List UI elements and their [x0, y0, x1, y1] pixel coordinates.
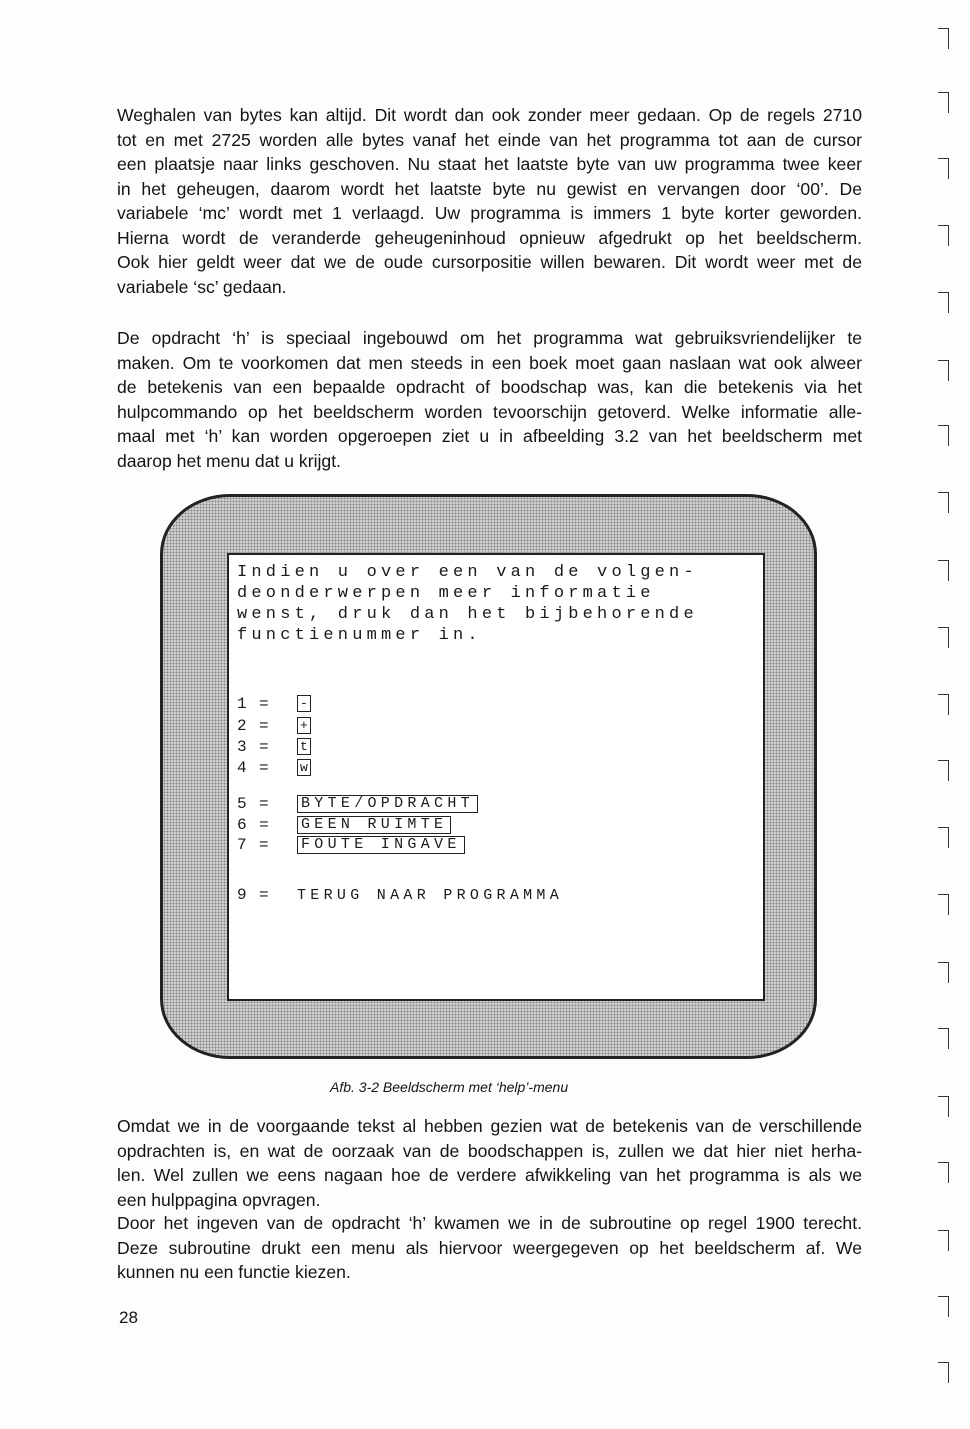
text-line: Ook hier geldt weer dat we de oude cursorpositie willen bewaren. Dit wordt weer met de: [117, 252, 862, 272]
text-line: variabele ‘mc’ wordt met 1 verlaagd. Uw programma is immers 1 byte korter geworden.: [117, 203, 862, 223]
screen-intro-line: Indien u over een van de volgen-: [237, 563, 698, 582]
paragraph-subroutine: [117, 1211, 862, 1285]
paragraph-removing-bytes: [117, 103, 862, 299]
menu-item-number: 4: [237, 759, 247, 777]
text-line: een hulppagina opvragen.: [117, 1189, 321, 1210]
margin-mark: [938, 292, 949, 313]
monitor-figure: [160, 494, 817, 1059]
screen-intro-line: functienummer in.: [237, 626, 482, 645]
page-number: 28: [119, 1308, 138, 1327]
margin-mark: [938, 1028, 949, 1049]
text-line: De opdracht ‘h’ is speciaal ingebouwd om het programma wat gebruiksvriendelijker te: [117, 328, 862, 348]
margin-mark: [938, 1362, 949, 1383]
menu-item-3: [237, 738, 311, 756]
paragraph-help-page: [117, 1114, 862, 1212]
menu-item-2: [237, 717, 311, 735]
menu-item-number: 1: [237, 695, 247, 713]
menu-item-equals: =: [259, 695, 269, 713]
monitor-screen: [227, 553, 765, 1001]
message-geen-ruimte-box: GEEN RUIMTE: [297, 816, 451, 834]
margin-mark: [938, 760, 949, 781]
margin-mark: [938, 28, 949, 49]
margin-mark: [938, 225, 949, 246]
text-line: Deze subroutine drukt een menu als hiervoor weergegeven op het beeldscherm af. We: [117, 1237, 862, 1258]
margin-mark: [938, 1296, 949, 1317]
menu-item-number: 6: [237, 816, 247, 835]
screen-intro-line: wenst, druk dan het bijbehorende: [237, 605, 698, 624]
margin-mark: [938, 425, 949, 446]
message-foute-ingave-box: FOUTE INGAVE: [297, 836, 465, 854]
menu-item-equals: =: [259, 717, 269, 735]
margin-mark: [938, 627, 949, 648]
menu-item-number: 3: [237, 738, 247, 756]
menu-item-1: [237, 695, 311, 713]
screen-intro-line: deonderwerpen meer informatie: [237, 584, 655, 603]
menu-item-equals: =: [259, 886, 269, 904]
menu-item-label: TERUG NAAR PROGRAMMA: [297, 887, 564, 904]
menu-item-equals: =: [259, 795, 269, 814]
figure-caption: Afb. 3-2 Beeldscherm met ‘help’-menu: [330, 1079, 569, 1095]
key-t-box: t: [297, 738, 311, 755]
key-plus-box: +: [297, 717, 311, 734]
menu-item-number: 5: [237, 795, 247, 814]
text-line: len. Wel zullen we eens nagaan hoe de verdere afwikkeling van het programma is als we: [117, 1165, 862, 1185]
text-line: Omdat we in de voorgaande tekst al hebben gezien wat de betekenis van de verschillende: [117, 1116, 862, 1136]
text-line: de betekenis van een bepaalde opdracht of boodschap was, kan die betekenis via het: [117, 377, 862, 397]
text-line: Weghalen van bytes kan altijd. Dit wordt dan ook zonder meer gedaan. Op de regels 2710: [117, 105, 862, 125]
key-minus-box: -: [297, 695, 311, 712]
text-line: variabele ‘sc’ gedaan.: [117, 276, 287, 297]
margin-mark: [938, 1230, 949, 1251]
text-line: kunnen nu een functie kiezen.: [117, 1262, 351, 1282]
text-line: Door het ingeven van de opdracht ‘h’ kwamen we in de subroutine op regel 1900 terecht.: [117, 1213, 862, 1233]
margin-mark: [938, 827, 949, 848]
text-line: opdrachten is, en wat de oorzaak van de boodschappen is, zullen we dat hier niet herha-: [117, 1140, 862, 1161]
margin-mark: [938, 492, 949, 513]
menu-item-6: [237, 816, 451, 834]
margin-mark: [938, 158, 949, 179]
menu-item-number: 7: [237, 836, 247, 855]
text-line: Hierna wordt de veranderde geheugeninhoud opnieuw afgedrukt op het beeldscherm.: [117, 227, 862, 248]
menu-item-equals: =: [259, 738, 269, 756]
text-line: hulpcommando op het beeldscherm worden tevoorschijn getoverd. Welke informatie alle-: [117, 401, 862, 422]
key-w-box: w: [297, 759, 311, 776]
margin-mark: [938, 894, 949, 915]
margin-mark: [938, 1162, 949, 1183]
menu-item-5: [237, 795, 478, 813]
menu-item-equals: =: [259, 816, 269, 835]
text-line: een plaatsje naar links geschoven. Nu staat het laatste byte van uw programma twee keer: [117, 154, 862, 174]
paragraph-help-command: [117, 326, 862, 473]
margin-mark: [938, 694, 949, 715]
text-line: in het geheugen, daarom wordt het laatste byte nu gewist en vervangen door ‘00’. De: [117, 178, 862, 199]
text-line: tot en met 2725 worden alle bytes vanaf het einde van het programma tot aan de cursor: [117, 129, 862, 150]
margin-mark: [938, 360, 949, 381]
text-line: maken. Om te voorkomen dat men steeds in een boek moet gaan naslaan wat ook alweer: [117, 352, 862, 373]
menu-item-9: [237, 886, 563, 904]
menu-item-equals: =: [259, 836, 269, 855]
menu-item-number: 9: [237, 886, 247, 904]
text-line: maal met ‘h’ kan worden opgeroepen ziet u in afbeelding 3.2 van het beeldscherm met: [117, 426, 862, 446]
menu-item-7: [237, 836, 465, 854]
message-byte-opdracht-box: BYTE/OPDRACHT: [297, 795, 478, 813]
margin-mark: [938, 962, 949, 983]
margin-mark: [938, 560, 949, 581]
margin-mark: [938, 1096, 949, 1117]
menu-item-4: [237, 759, 311, 777]
margin-mark: [938, 92, 949, 113]
menu-item-equals: =: [259, 759, 269, 777]
text-line: daarop het menu dat u krijgt.: [117, 450, 341, 471]
menu-item-number: 2: [237, 717, 247, 735]
